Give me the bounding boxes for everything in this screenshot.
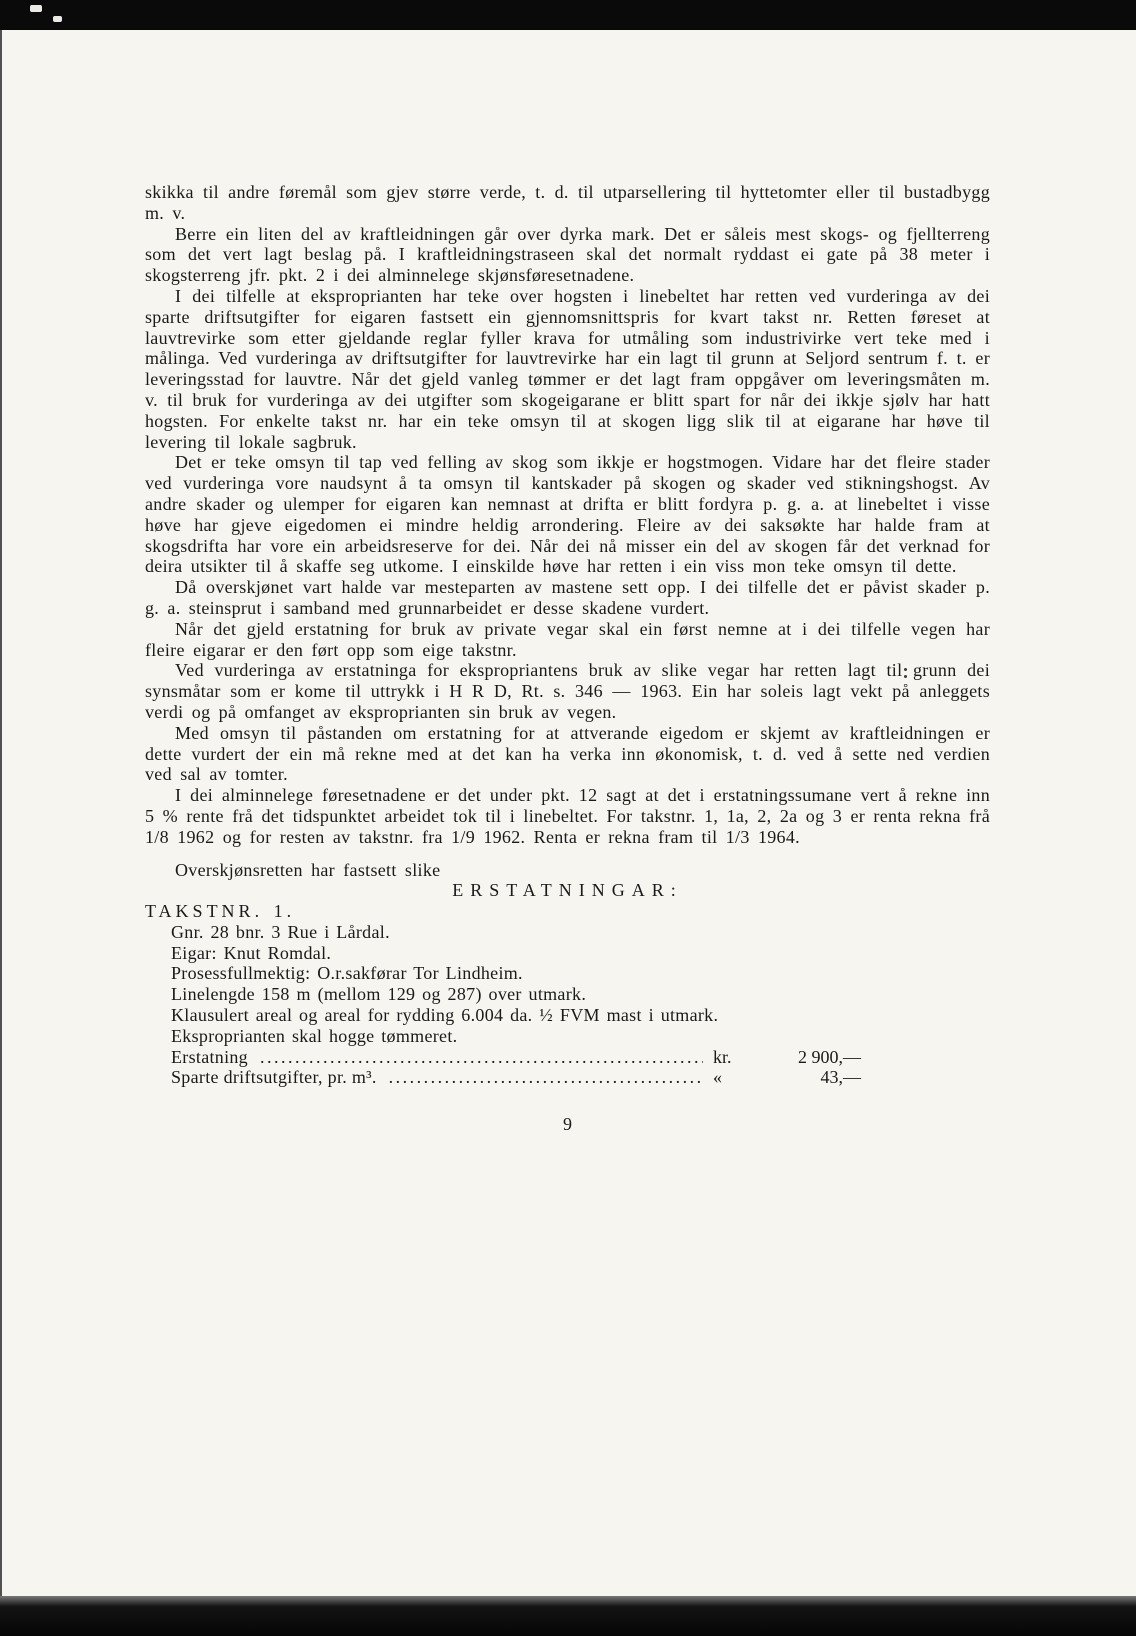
amount-row bbox=[171, 1067, 861, 1088]
dot-leader bbox=[260, 1047, 703, 1068]
amount-label: Sparte driftsutgifter, pr. m³. bbox=[171, 1067, 377, 1088]
dot-leader bbox=[389, 1067, 703, 1088]
scan-speck bbox=[53, 16, 62, 22]
body-paragraph: Når det gjeld erstatning for bruk av private vegar skal ein først nemne at i dei tilfelle vegen har fleire eigarar er den ført opp som eige takstnr. bbox=[145, 618, 990, 660]
body-paragraph: Det er teke omsyn til tap ved felling av skog som ikkje er hogstmogen. Vidare har det fleire stader ved vurderinga vore naudsynt å ta omsyn til kantskader på skogen og skader ved stikningshogst. Av andre skader og ulemper for eigaren kan nemnast at drifta er blitt fordyra p. g. a. at linebeltet i visse høve har gjeve eigedomen ei mindre heldig arrondering. Fleire av dei saksøkte har halde fram at skogsdrifta har vore ein arbeidsreserve for dei. Når dei nå misser ein del av skogen får det verknad for deira utsikter til å skaffe seg utkome. I einskilde høve har retten i ein viss mon teke omsyn til dette. bbox=[145, 452, 990, 577]
award-heading: ERSTATNINGAR: bbox=[452, 880, 683, 901]
takst-detail-line: Eksproprianten skal hogge tømmeret. bbox=[171, 1025, 458, 1046]
body-paragraph: Då overskjønet vart halde var mesteparten av mastene sett opp. I dei tilfelle det er påvist skader p. g. a. steinsprut i samband med grunnarbeidet er desse skadene vurdert. bbox=[145, 577, 990, 618]
body-paragraph: I dei tilfelle at eksproprianten har teke over hogsten i linebeltet har retten ved vurderinga av dei sparte driftsutgifter for eigaren fastsett ein gjennomsnittspris for kvart takst nr. Retten føreset at lauvtrevirke som etter gjeldande reglar fyller krava for utmåling som industrivirke vert teke med i målinga. Ved vurderinga av driftsutgifter for lauvtrevirke har ein lagt til grunn at Seljord sentrum f. t. er leveringsstad for lauvtre. Når det gjeld vanleg tømmer er det lagt fram oppgåver om leveringsmåten m. v. til bruk for vurderinga av dei utgifter som skogeigarane er blitt spart for når dei ikkje sjølv har hatt hogsten. For enkelte takst nr. har ein teke omsyn til at skogen ligg slik til at eigarane har høve til levering til lokale sagbruk. bbox=[145, 285, 990, 452]
page-content bbox=[145, 182, 990, 1135]
body-paragraph: Berre ein liten del av kraftleidningen går over dyrka mark. Det er såleis mest skogs- og fjellterreng som det vert lagt beslag på. I kraftleidningstraseen skal det normalt ryddast ei gate på 38 meter i skogsterreng jfr. pkt. 2 i dei alminnelege skjønsføresetnadene. bbox=[145, 223, 990, 286]
takst-number-heading: TAKSTNR. 1. bbox=[145, 901, 296, 922]
scan-artifact-left-edge bbox=[0, 30, 2, 1596]
body-paragraph: skikka til andre føremål som gjev større verde, t. d. til utparsellering til hyttetomter eller til bustadbygg m. v. bbox=[145, 182, 990, 223]
scan-speck bbox=[30, 5, 42, 12]
takst-detail-line: Prosessfullmektig: O.r.sakførar Tor Lindheim. bbox=[171, 963, 523, 984]
takst-detail-line: Klausulert areal og areal for rydding 6.004 da. ½ FVM mast i utmark. bbox=[171, 1005, 719, 1026]
currency-label: « bbox=[713, 1067, 722, 1088]
scan-artifact-top-bar bbox=[0, 0, 1136, 30]
takst-detail-line: Eigar: Knut Romdal. bbox=[171, 942, 332, 963]
takst-detail-line: Gnr. 28 bnr. 3 Rue i Lårdal. bbox=[171, 921, 390, 942]
body-paragraph: Ved vurderinga av erstatninga for ekspropriantens bruk av slike vegar har retten lagt til grunn dei synsmåtar som er kome til uttrykk i H R D, Rt. s. 346 — 1963. Ein har soleis lagt vekt på anleggets verdi og på omfanget av eksproprianten sin bruk av vegen. bbox=[145, 660, 990, 722]
amount-label: Erstatning bbox=[171, 1046, 248, 1067]
scan-artifact-bottom-bar bbox=[0, 1596, 1136, 1636]
award-intro: Overskjønsretten har fastsett slike bbox=[175, 859, 441, 880]
body-paragraph: Med omsyn til påstanden om erstatning for at attverande eigedom er skjemt av kraftleidningen er dette vurdert der ein må rekne med at det kan ha verka inn økonomisk, t. d. ved å sette ned verdien ved sal av tomter. bbox=[145, 722, 990, 785]
award-section bbox=[145, 860, 990, 1089]
amount-row bbox=[171, 1047, 861, 1068]
page-number: 9 bbox=[563, 1114, 572, 1135]
amount-value: 2 900,— bbox=[798, 1046, 861, 1067]
body-paragraph: I dei alminnelege føresetnadene er det under pkt. 12 sagt at det i erstatningssumane vert å rekne inn 5 % rente frå det tidspunktet arbeidet tok til i linebeltet. For takstnr. 1, 1a, 2, 2a og 3 er renta rekna frå 1/8 1962 og for resten av takstnr. fra 1/9 1962. Renta er rekna fram til 1/3 1964. bbox=[145, 785, 990, 847]
takst-details bbox=[171, 922, 990, 1088]
takst-detail-line: Linelengde 158 m (mellom 129 og 287) over utmark. bbox=[171, 984, 587, 1005]
currency-label: kr. bbox=[713, 1046, 732, 1067]
amount-value: 43,— bbox=[820, 1067, 861, 1088]
